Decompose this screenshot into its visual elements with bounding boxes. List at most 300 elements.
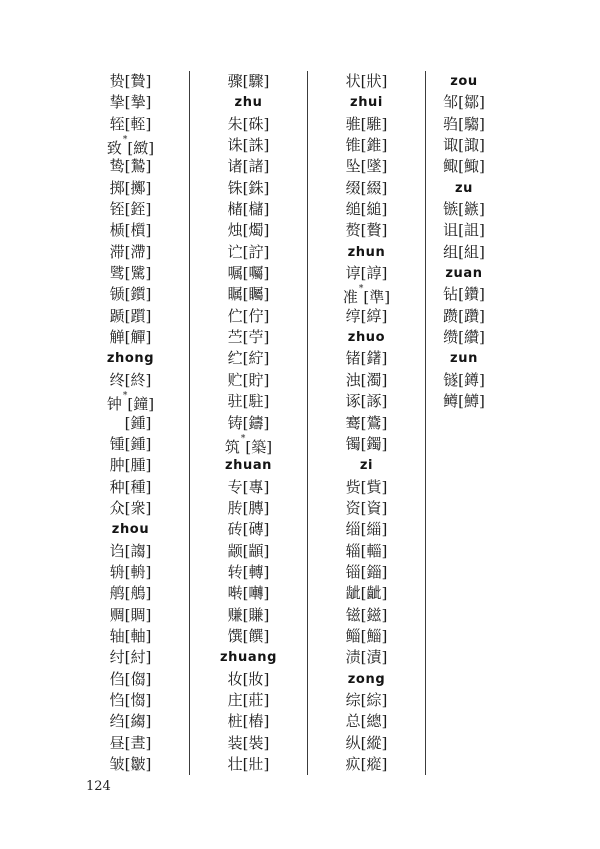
pinyin-section-heading: zhu: [234, 95, 263, 111]
entry-row: [72, 71, 189, 92]
simplified-character: 铸: [227, 413, 243, 432]
simplified-character: [110, 413, 125, 434]
traditional-character-bracketed: [硃]: [242, 114, 270, 133]
traditional-character-bracketed: [瘲]: [360, 755, 388, 773]
simplified-character: 苎: [227, 328, 243, 347]
entry-row: [190, 583, 307, 604]
traditional-character-bracketed: [貲]: [360, 477, 388, 496]
traditional-character-bracketed: [縐]: [124, 712, 152, 731]
entry-row: [190, 669, 307, 690]
traditional-character-bracketed: [纘]: [458, 328, 485, 347]
entry-row: [190, 391, 307, 412]
entry-row: [405, 92, 523, 113]
simplified-character: 㑇: [109, 669, 125, 688]
simplified-character: 诼: [345, 392, 361, 411]
entry-row: [308, 498, 425, 519]
traditional-character-bracketed: [諑]: [360, 392, 388, 411]
entry-row: [308, 690, 425, 711]
simplified-character: 铚: [109, 200, 125, 219]
entry-row: [72, 754, 189, 775]
simplified-character: 踬: [109, 306, 125, 325]
entry-row: [308, 583, 425, 604]
page-number: 124: [86, 779, 111, 794]
simplified-character: 终: [109, 370, 125, 389]
simplified-character: 种: [109, 477, 125, 496]
entry-row: [190, 605, 307, 626]
simplified-character: 疭: [345, 755, 361, 773]
traditional-character-bracketed: [資]: [360, 498, 388, 517]
traditional-character-bracketed: [鐲]: [360, 434, 388, 453]
table-column-2: [190, 71, 308, 775]
entry-row: [405, 156, 523, 177]
entry-row: [72, 135, 189, 156]
simplified-character: 诸: [227, 157, 243, 176]
entry-row: [72, 541, 189, 562]
entry-row: [72, 690, 189, 711]
simplified-character: 躜: [443, 306, 459, 325]
traditional-character-bracketed: [錐]: [360, 136, 388, 155]
simplified-character: 𬭼: [443, 370, 459, 389]
traditional-character-bracketed: [緻]: [127, 139, 155, 158]
traditional-character-bracketed: [縋]: [360, 200, 388, 219]
entry-row: [190, 434, 307, 455]
traditional-character-bracketed: [綴]: [360, 178, 388, 197]
entry-row: [72, 669, 189, 690]
pinyin-section-heading: zuan: [445, 266, 483, 282]
simplified-character: 赚: [227, 605, 243, 624]
traditional-character-bracketed: [綧]: [360, 306, 388, 325]
traditional-character-bracketed: [貯]: [242, 370, 270, 389]
traditional-character-bracketed: [種]: [124, 477, 152, 496]
entry-row: [72, 391, 189, 412]
simplified-character: 筑: [224, 437, 240, 456]
simplified-character: 绉: [109, 712, 125, 731]
entry-row: [190, 498, 307, 519]
simplified-character: 缵: [443, 328, 459, 347]
simplified-character: 组: [443, 242, 459, 261]
traditional-character-bracketed: [諄]: [360, 264, 388, 283]
entry-row: [308, 754, 425, 775]
traditional-character-bracketed: [贅]: [360, 221, 388, 240]
table-column-1: [72, 71, 190, 775]
entry-row: [72, 220, 189, 241]
simplified-character: 装: [227, 733, 243, 752]
traditional-character-bracketed: [築]: [245, 437, 273, 456]
entry-row: [308, 477, 425, 498]
entry-row: [190, 306, 307, 327]
traditional-character-bracketed: [鐯]: [360, 349, 388, 368]
entry-row: [405, 327, 523, 348]
traditional-character-bracketed: [鏃]: [458, 200, 485, 219]
entry-row: [72, 647, 189, 668]
traditional-character-bracketed: [總]: [360, 712, 388, 731]
traditional-character-bracketed: [鐘]: [127, 395, 155, 414]
simplified-character: 贽: [109, 72, 125, 90]
entry-row: [405, 199, 523, 220]
entry-row: [72, 199, 189, 220]
simplified-character: 锧: [109, 285, 125, 304]
simplified-character: 轴: [109, 626, 125, 645]
entry-row: [190, 690, 307, 711]
simplified-character: 鳟: [443, 392, 459, 411]
simplified-character: 缀: [345, 178, 361, 197]
entry-row: [405, 242, 523, 263]
traditional-character-bracketed: [騅]: [360, 114, 388, 133]
entry-row: [72, 178, 189, 199]
traditional-character-bracketed: [紵]: [242, 349, 270, 368]
entry-row: [308, 519, 425, 540]
simplified-character: 钻: [443, 285, 459, 304]
simplified-character: 𬸣: [345, 413, 361, 432]
entry-row: [190, 71, 307, 92]
simplified-character: 驻: [227, 392, 243, 411]
traditional-character-bracketed: [櫍]: [124, 221, 152, 240]
simplified-character: 鲻: [345, 626, 361, 645]
simplified-character: 赀: [345, 477, 361, 496]
traditional-character-bracketed: [㥮]: [124, 690, 152, 709]
simplified-character: 邹: [443, 93, 459, 112]
traditional-character-bracketed: [紂]: [124, 648, 152, 667]
entry-row: [308, 711, 425, 732]
traditional-character-bracketed: [躦]: [458, 306, 485, 325]
traditional-character-bracketed: [錙]: [360, 562, 388, 581]
entry-row: [72, 434, 189, 455]
simplified-character: 庄: [227, 690, 243, 709]
traditional-character-bracketed: [衆]: [124, 498, 152, 517]
traditional-character-bracketed: [顓]: [242, 541, 270, 560]
traditional-character-bracketed: [囑]: [242, 264, 270, 283]
traditional-character-bracketed: [鍾]: [124, 413, 152, 432]
entry-row: [405, 114, 523, 135]
traditional-character-bracketed: [組]: [458, 242, 485, 261]
traditional-character-bracketed: [摯]: [124, 93, 152, 112]
entry-row: [190, 370, 307, 391]
traditional-character-bracketed: [騶]: [458, 114, 485, 133]
simplified-character: 骤: [227, 72, 243, 90]
traditional-character-bracketed: [觶]: [124, 328, 152, 347]
entry-row: [72, 455, 189, 476]
traditional-character-bracketed: [裝]: [242, 733, 270, 752]
traditional-character-bracketed: [濁]: [360, 370, 388, 389]
simplified-character: 馔: [227, 626, 243, 645]
simplified-character: 鸼: [109, 584, 125, 603]
pinyin-section-heading: zhui: [350, 95, 383, 111]
traditional-character-bracketed: [準]: [363, 288, 391, 307]
traditional-character-bracketed: [銖]: [242, 178, 270, 197]
entry-row: [405, 284, 523, 305]
entry-row: [190, 541, 307, 562]
entry-row: [72, 370, 189, 391]
simplified-character: 瞩: [227, 285, 243, 304]
simplified-character: 朱: [227, 114, 243, 133]
entry-row: [190, 156, 307, 177]
traditional-character-bracketed: [鑕]: [124, 285, 152, 304]
simplified-character: 肿: [109, 456, 125, 475]
traditional-character-bracketed: [騭]: [124, 264, 152, 283]
pinyin-section-heading: zhuo: [347, 330, 386, 346]
simplified-character: 昼: [109, 733, 125, 752]
traditional-character-bracketed: [腫]: [124, 456, 152, 475]
entry-row: [308, 647, 425, 668]
traditional-character-bracketed: [囀]: [242, 584, 270, 603]
entry-row: [190, 242, 307, 263]
simplified-character: 铢: [227, 178, 243, 197]
simplified-character: 𬃊: [109, 221, 125, 240]
pinyin-section-heading: zhun: [347, 244, 386, 260]
traditional-character-bracketed: [㑳]: [124, 669, 152, 688]
simplified-character: 辀: [109, 562, 125, 581]
entry-row: [190, 754, 307, 775]
traditional-character-bracketed: [輜]: [360, 541, 388, 560]
traditional-character-bracketed: [專]: [242, 477, 270, 496]
entry-row: [308, 733, 425, 754]
simplified-character: 状: [345, 72, 361, 90]
simplified-character: 驺: [443, 114, 459, 133]
entry-row: [308, 434, 425, 455]
traditional-character-bracketed: [綜]: [360, 690, 388, 709]
pinyin-section-heading: zhuan: [224, 458, 273, 474]
pinyin-section-heading: zong: [347, 671, 386, 687]
simplified-character: 钟: [106, 395, 122, 414]
entry-row: [190, 519, 307, 540]
simplified-character: 伫: [227, 306, 243, 325]
traditional-character-bracketed: [櫧]: [242, 200, 270, 219]
traditional-character-bracketed: [鐏]: [458, 370, 485, 389]
entry-row: [405, 306, 523, 327]
simplified-character: 诅: [443, 221, 459, 240]
entry-row: [190, 135, 307, 156]
traditional-character-bracketed: [謅]: [124, 541, 152, 560]
pinyin-section-heading: zun: [450, 351, 478, 367]
traditional-character-bracketed: [驟]: [242, 72, 270, 90]
simplified-character: 纵: [345, 733, 361, 752]
entry-row: [72, 498, 189, 519]
simplified-character: 诌: [109, 541, 125, 560]
traditional-character-bracketed: [磚]: [242, 520, 270, 539]
entry-row: [72, 92, 189, 113]
traditional-character-bracketed: [鱒]: [458, 392, 485, 411]
entry-row: [190, 477, 307, 498]
simplified-character: 妆: [227, 669, 243, 688]
pinyin-section-heading: zu: [454, 180, 474, 196]
simplified-character: 镃: [345, 605, 361, 624]
simplified-character: 浊: [345, 370, 361, 389]
entry-row: [72, 306, 189, 327]
simplified-character: 砖: [227, 520, 243, 539]
simplified-character: 觯: [109, 328, 125, 347]
simplified-character: 皱: [109, 755, 125, 773]
traditional-character-bracketed: [鯫]: [458, 157, 485, 176]
simplified-character: 𬣞: [227, 242, 243, 261]
simplified-character: 啭: [227, 584, 243, 603]
traditional-character-bracketed: [諏]: [458, 136, 485, 155]
entry-row: [405, 135, 523, 156]
traditional-character-bracketed: [誅]: [242, 136, 270, 155]
footnote-asterisk: *: [122, 135, 128, 146]
entry-row: [308, 413, 425, 434]
simplified-character: 纻: [227, 349, 243, 368]
simplified-character: 贮: [227, 370, 243, 389]
simplified-character: 谆: [345, 264, 361, 283]
traditional-character-bracketed: [漬]: [360, 648, 388, 667]
entry-row: [72, 242, 189, 263]
simplified-character: 综: [345, 690, 361, 709]
simplified-character: 骓: [345, 114, 361, 133]
simplified-character: 锗: [345, 349, 361, 368]
simplified-character: 镯: [345, 434, 361, 453]
entry-row: [190, 413, 307, 434]
entry-row: [308, 605, 425, 626]
traditional-character-bracketed: [燭]: [242, 221, 270, 240]
simplified-character: 赘: [345, 221, 361, 240]
entry-row: [190, 327, 307, 348]
entry-row: [72, 156, 189, 177]
simplified-character: 锥: [345, 136, 361, 155]
simplified-character: 锺: [109, 434, 125, 453]
entry-row: [72, 263, 189, 284]
traditional-character-bracketed: [賙]: [124, 605, 152, 624]
traditional-character-bracketed: [輊]: [124, 114, 152, 133]
simplified-character: 致: [106, 139, 122, 158]
simplified-character: 镞: [443, 200, 459, 219]
traditional-character-bracketed: [轉]: [242, 562, 270, 581]
traditional-character-bracketed: [皺]: [124, 755, 152, 773]
simplified-character: 坠: [345, 157, 361, 176]
traditional-character-bracketed: [莊]: [242, 690, 270, 709]
simplified-character: 壮: [227, 755, 243, 773]
traditional-character-bracketed: [壯]: [242, 755, 270, 773]
entry-row: [72, 327, 189, 348]
traditional-character-bracketed: [輈]: [124, 562, 152, 581]
simplified-character: 纣: [109, 648, 125, 667]
traditional-character-bracketed: [鵃]: [124, 584, 152, 603]
simplified-character: 转: [227, 562, 243, 581]
simplified-character: 鲰: [443, 157, 459, 176]
pinyin-section-heading: zhou: [111, 522, 150, 538]
simplified-character: 锱: [345, 562, 361, 581]
simplified-character: 轾: [109, 114, 125, 133]
entry-row: [190, 626, 307, 647]
footnote-asterisk: *: [122, 391, 128, 402]
traditional-character-bracketed: [諸]: [242, 157, 270, 176]
traditional-character-bracketed: [狀]: [360, 72, 388, 90]
simplified-character: 滞: [109, 242, 125, 261]
traditional-character-bracketed: [縱]: [360, 733, 388, 752]
simplified-character: 诛: [227, 136, 243, 155]
entry-row: [190, 199, 307, 220]
simplified-character: 掷: [109, 178, 125, 197]
traditional-character-bracketed: [贄]: [124, 72, 152, 90]
entry-row: [190, 284, 307, 305]
entry-row: [190, 733, 307, 754]
simplified-character: 桩: [227, 712, 243, 731]
entry-row: [72, 477, 189, 498]
entry-row: [308, 626, 425, 647]
entry-row: [190, 562, 307, 583]
pinyin-section-heading: zhuang: [219, 650, 277, 666]
simplified-character: 总: [345, 712, 361, 731]
simplified-character: 准: [342, 288, 358, 307]
entry-row-continuation: [72, 413, 189, 434]
traditional-character-bracketed: [躓]: [124, 306, 152, 325]
simplified-character: 槠: [227, 200, 243, 219]
traditional-character-bracketed: [苧]: [242, 328, 270, 347]
table-column-4: [426, 71, 544, 775]
traditional-character-bracketed: [膞]: [242, 498, 270, 517]
traditional-character-bracketed: [鑽]: [458, 285, 485, 304]
traditional-character-bracketed: [賺]: [242, 605, 270, 624]
traditional-character-bracketed: [駐]: [242, 392, 270, 411]
simplified-traditional-conversion-table: [72, 71, 544, 775]
simplified-character: 缒: [345, 200, 361, 219]
footnote-asterisk: *: [240, 433, 246, 444]
traditional-character-bracketed: [矚]: [242, 285, 270, 304]
traditional-character-bracketed: [銍]: [124, 200, 152, 219]
entry-row: [72, 626, 189, 647]
entry-row: [72, 583, 189, 604]
traditional-character-bracketed: [鷟]: [360, 413, 388, 432]
traditional-character-bracketed: [饌]: [242, 626, 270, 645]
simplified-character: 赒: [109, 605, 125, 624]
simplified-character: 㤘: [109, 690, 125, 709]
traditional-character-bracketed: [晝]: [124, 733, 152, 752]
simplified-character: 鸷: [109, 157, 125, 176]
traditional-character-bracketed: [墜]: [360, 157, 388, 176]
entry-row: [190, 263, 307, 284]
simplified-character: 嘱: [227, 264, 243, 283]
pinyin-section-heading: zhong: [106, 351, 155, 367]
entry-row: [405, 220, 523, 241]
traditional-character-bracketed: [軸]: [124, 626, 152, 645]
traditional-character-bracketed: [擲]: [124, 178, 152, 197]
traditional-character-bracketed: [鑄]: [242, 413, 270, 432]
traditional-character-bracketed: [詛]: [458, 221, 485, 240]
entry-row: [72, 562, 189, 583]
simplified-character: 挚: [109, 93, 125, 112]
traditional-character-bracketed: [鄒]: [458, 93, 485, 112]
simplified-character: 专: [227, 477, 243, 496]
traditional-character-bracketed: [滯]: [124, 242, 152, 261]
traditional-character-bracketed: [佇]: [242, 306, 270, 325]
simplified-character: 资: [345, 498, 361, 517]
entry-row: [190, 178, 307, 199]
simplified-character: 烛: [227, 221, 243, 240]
simplified-character: 辎: [345, 541, 361, 560]
entry-row: [190, 348, 307, 369]
simplified-character: 颛: [227, 541, 243, 560]
pinyin-section-heading: zi: [359, 458, 374, 474]
entry-row: [308, 541, 425, 562]
simplified-character: 𬘯: [345, 306, 361, 325]
entry-row: [72, 114, 189, 135]
footnote-asterisk: *: [358, 284, 364, 295]
simplified-character: 龇: [345, 584, 361, 603]
entry-row: [308, 562, 425, 583]
simplified-character: 骘: [109, 264, 125, 283]
entry-row: [405, 370, 523, 391]
entry-row: [72, 284, 189, 305]
traditional-character-bracketed: [齜]: [360, 584, 388, 603]
entry-row: [190, 220, 307, 241]
traditional-character-bracketed: [鍾]: [124, 434, 152, 453]
traditional-character-bracketed: [鎡]: [360, 605, 388, 624]
entry-row: [72, 733, 189, 754]
traditional-character-bracketed: [樁]: [242, 712, 270, 731]
pinyin-section-heading: zou: [450, 74, 478, 89]
entry-row: [190, 114, 307, 135]
simplified-character: 䏝: [227, 498, 243, 517]
simplified-character: 缁: [345, 520, 361, 539]
